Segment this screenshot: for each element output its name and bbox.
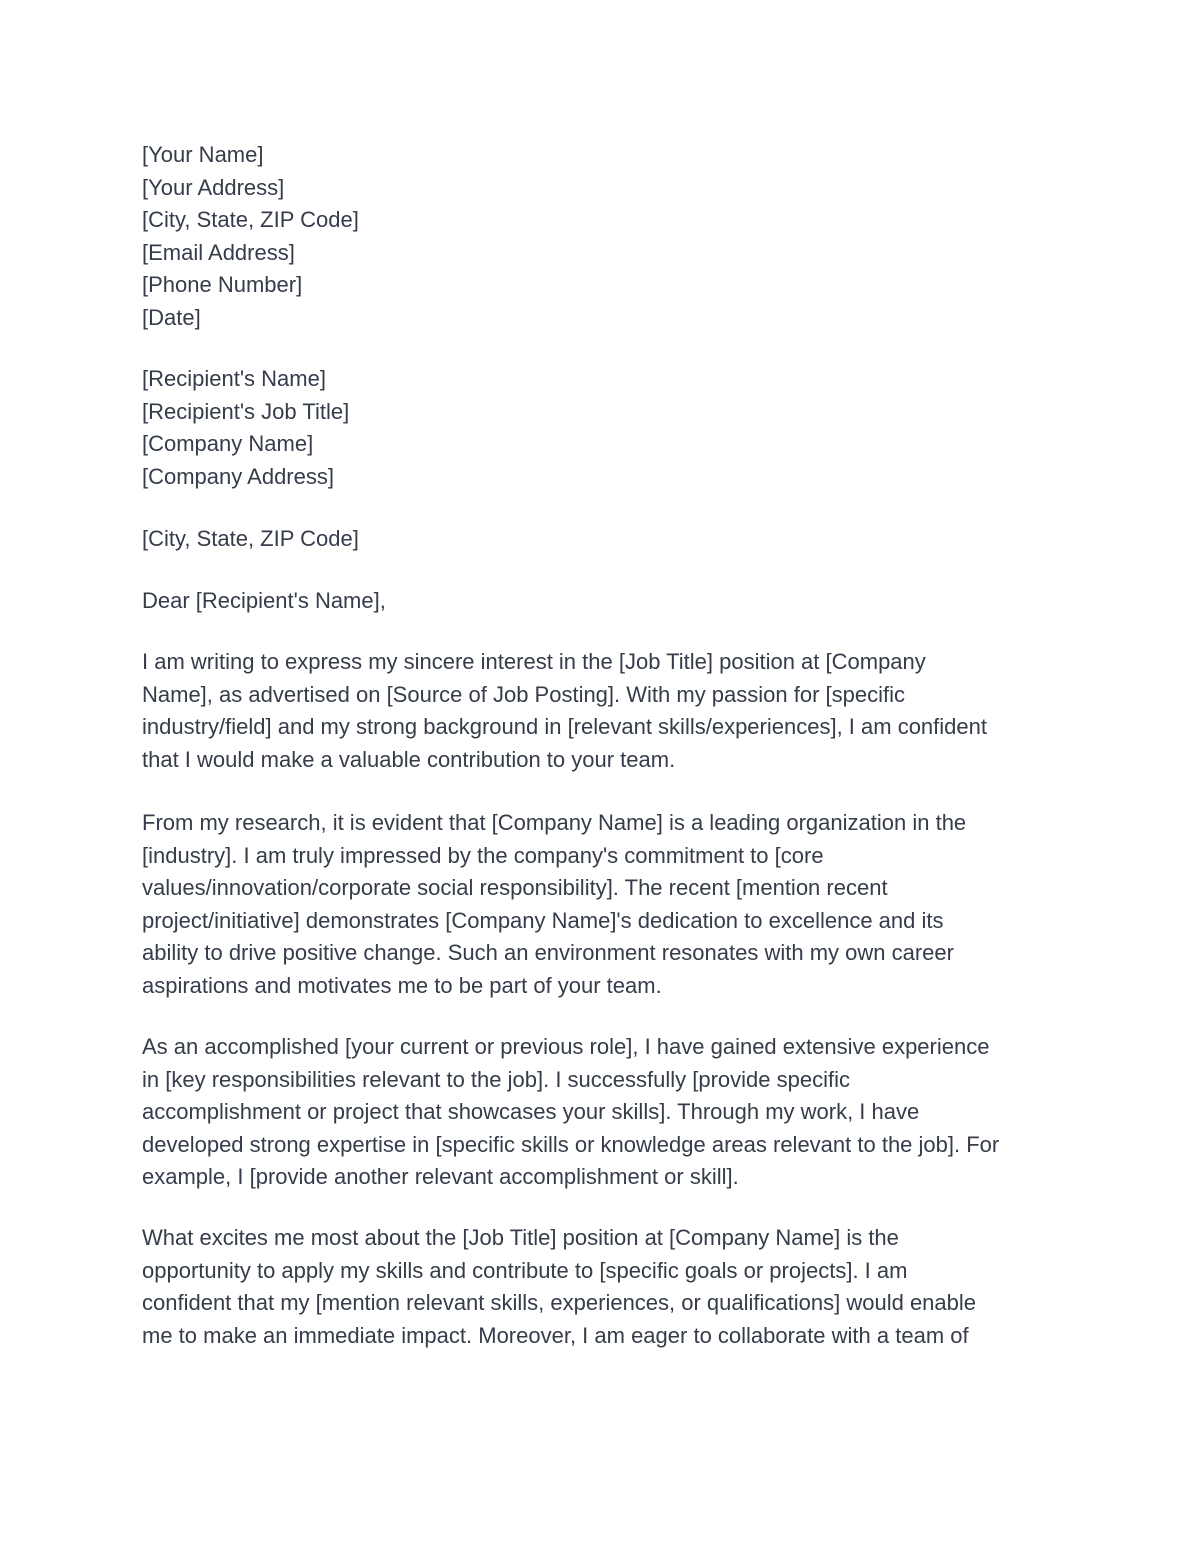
paragraph-line: developed strong expertise in [specific skills or knowledge areas relevant to the job]. For (142, 1131, 1000, 1157)
body-paragraph-3 (142, 1031, 1072, 1194)
recipient-company-address: [Company Address] (142, 463, 334, 489)
recipient-name: [Recipient's Name] (142, 366, 326, 391)
paragraph-line: [industry]. I am truly impressed by the company's commitment to [core (142, 842, 824, 868)
body-paragraph-4 (142, 1222, 1072, 1352)
paragraph-line: I am writing to express my sincere interest in the [Job Title] position at [Company (142, 649, 926, 674)
paragraph-line: accomplishment or project that showcases your skills]. Through my work, I have (142, 1099, 920, 1124)
paragraph-line: in [key responsibilities relevant to the job]. I successfully [provide specific (142, 1066, 850, 1092)
sender-email: [Email Address] (142, 239, 295, 265)
paragraph-line: Name], as advertised on [Source of Job Posting]. With my passion for [specific (142, 681, 906, 707)
paragraph-line: aspirations and motivates me to be part of your team. (142, 972, 662, 998)
paragraph-line: From my research, it is evident that [Company Name] is a leading organization in the (142, 810, 967, 835)
recipient-block (142, 363, 349, 493)
paragraph-line: project/initiative] demonstrates [Company Name]'s dedication to excellence and its (142, 907, 944, 933)
body-paragraph-1 (142, 646, 1072, 776)
paragraph-line: industry/field] and my strong background in [relevant skills/experiences], I am confident (142, 714, 987, 739)
paragraph-line: opportunity to apply my skills and contribute to [specific goals or projects]. I am (142, 1257, 908, 1283)
paragraph-line: me to make an immediate impact. Moreover, I am eager to collaborate with a team of (142, 1322, 969, 1348)
recipient-job-title: [Recipient's Job Title] (142, 398, 350, 424)
salutation-text: Dear [Recipient's Name], (142, 588, 386, 613)
paragraph-line: ability to drive positive change. Such an environment resonates with my own career (142, 940, 954, 965)
paragraph-line: What excites me most about the [Job Title] position at [Company Name] is the (142, 1225, 899, 1250)
salutation (142, 585, 386, 618)
sender-name: [Your Name] (142, 142, 264, 167)
paragraph-line: confident that my [mention relevant skills, experiences, or qualifications] would enable (142, 1290, 977, 1315)
letter-date: [Date] (142, 304, 201, 330)
recipient-company: [Company Name] (142, 431, 314, 456)
paragraph-line: example, I [provide another relevant accomplishment or skill]. (142, 1164, 739, 1189)
sender-phone: [Phone Number] (142, 272, 303, 297)
paragraph-line: As an accomplished [your current or previous role], I have gained extensive experience (142, 1034, 990, 1059)
body-paragraph-2 (142, 807, 1072, 1002)
paragraph-line: that I would make a valuable contribution to your team. (142, 746, 676, 772)
sender-block (142, 139, 359, 334)
recipient-city-state-zip: [City, State, ZIP Code] (142, 526, 359, 551)
sender-city-state-zip: [City, State, ZIP Code] (142, 207, 359, 232)
paragraph-line: values/innovation/corporate social responsibility]. The recent [mention recent (142, 875, 888, 900)
recipient-city-block (142, 523, 359, 556)
sender-address: [Your Address] (142, 174, 285, 200)
